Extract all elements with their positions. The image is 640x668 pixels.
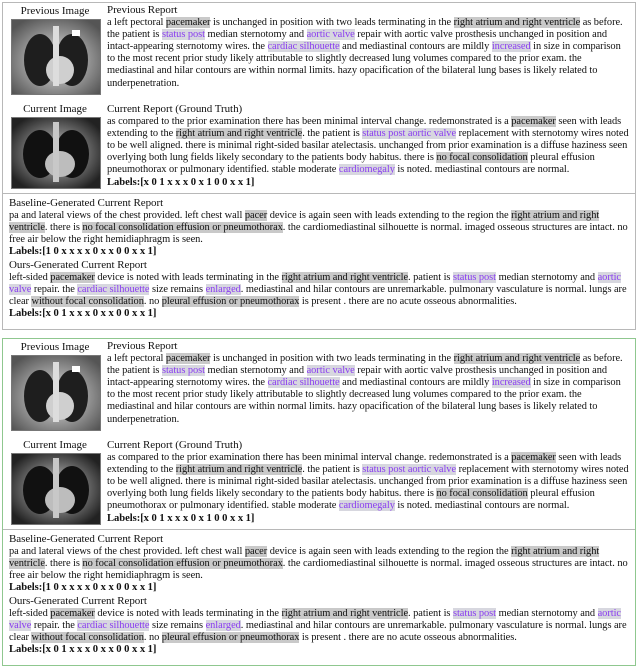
baseline-labels	[9, 582, 631, 594]
highlight-keyword: increased	[491, 376, 531, 388]
baseline-section	[9, 533, 631, 594]
labels-vector: [1 0 x x x x 0 x x 0 0 x x 1]	[42, 582, 157, 594]
report-text-segment: . mediastinal and hilar contours are unremarkable. pulmonary vasculature is normal. lungs are clear	[9, 619, 627, 643]
ours-report-text	[9, 608, 631, 645]
report-text-segment: as before. the patient is	[107, 16, 623, 40]
highlight-finding: pacemaker	[165, 352, 211, 364]
highlight-keyword: enlarged	[205, 619, 241, 631]
labels-vector: [x 0 1 x x x 0 x 1 0 0 x x 1]	[140, 176, 255, 188]
report-text-segment: . there is	[44, 221, 83, 233]
figure-panel-b	[2, 338, 636, 666]
report-text-segment: median sternotomy and	[205, 364, 307, 376]
previous-report-text	[107, 353, 631, 426]
labels-prefix: Labels:	[9, 644, 43, 656]
highlight-finding: right atrium and right ventricle	[9, 545, 600, 569]
report-text-segment: median sternotomy and	[496, 271, 598, 283]
figure-panel-a	[2, 2, 636, 330]
previous-report-section	[107, 4, 631, 90]
report-text-segment: size remains	[149, 283, 206, 295]
labels-vector: [x 0 1 x x x 0 x x 0 0 x x 1]	[42, 644, 157, 656]
previous-xray-image	[11, 19, 101, 95]
report-text-segment: in size in comparison to the most recent prior study likely attributable to slightly decreased lung volumes compared to the prior exam. the mediastinal and hilar contours are within normal limits. hazy opacification of the bilateral lung bases is likely related to underpenetration.	[107, 376, 621, 425]
highlight-finding: right atrium and right ventricle	[175, 127, 303, 139]
report-text-segment: repair with aortic valve prosthesis unchanged in position and intact-appearing sternotomy wires. the	[107, 364, 608, 388]
labels-prefix: Labels:	[9, 246, 43, 258]
ground-truth-title: Current Report (Ground Truth)	[107, 103, 243, 115]
baseline-title: Baseline-Generated Current Report	[9, 533, 164, 545]
report-text-segment: and mediastinal contours are mildly	[339, 40, 492, 52]
ground-truth-labels	[107, 513, 631, 525]
report-text-segment: . no	[143, 631, 162, 643]
previous-report-section	[107, 340, 631, 426]
highlight-finding: pacemaker	[165, 16, 211, 28]
report-text-segment: device is again seen with leads extending to the region the	[267, 545, 512, 557]
ground-truth-report-text	[107, 452, 631, 513]
ours-labels	[9, 644, 631, 656]
report-text-segment: . the patient is	[302, 463, 363, 475]
previous-report-title: Previous Report	[107, 340, 178, 352]
ours-section	[9, 595, 631, 656]
baseline-report-text	[9, 210, 631, 247]
highlight-finding: pleural effusion or pneumothorax	[161, 295, 300, 307]
ground-truth-section	[107, 103, 631, 189]
report-text-segment: is noted. mediastinal contours are normal.	[394, 164, 570, 176]
baseline-report-text	[9, 546, 631, 583]
report-text-segment: . the cardiomediastinal silhouette is normal. imaged osseous structures are intact. no free air below the right hemidiaphragm is seen.	[9, 221, 628, 245]
report-text-segment: is present . there are no acute osseous abnormalities.	[299, 295, 517, 307]
report-text-segment: replacement with sternotomy wires noted to be well aligned. there is minimal right-sided basilar atelectasis. unchanged from prior examination is a diffuse haziness seen overlying both lung fields likely secondary to the patients body habitus. there is	[107, 127, 629, 164]
current-xray-image	[11, 117, 101, 189]
report-text-segment: pleural effusion pneumothorax or pulmonary identified. stable moderate	[107, 488, 595, 512]
highlight-finding: pacer	[244, 545, 268, 557]
highlight-keyword: enlarged	[205, 283, 241, 295]
highlight-finding: right atrium and right ventricle	[9, 209, 600, 233]
report-text-segment: median sternotomy and	[496, 607, 598, 619]
labels-vector: [x 0 1 x x x 0 x x 0 0 x x 1]	[42, 308, 157, 320]
highlight-finding: no focal consolidation	[436, 152, 528, 164]
labels-vector: [1 0 x x x x 0 x x 0 0 x x 1]	[42, 246, 157, 258]
labels-prefix: Labels:	[107, 176, 141, 188]
highlight-finding: right atrium and right ventricle	[175, 463, 303, 475]
report-text-segment: device is noted with leads terminating in the	[94, 607, 282, 619]
report-text-segment: seen with leads extending to the	[107, 451, 622, 475]
highlight-keyword: status post	[452, 271, 497, 283]
report-text-segment: left-sided	[9, 271, 51, 283]
report-text-segment: device is noted with leads terminating in the	[94, 271, 282, 283]
ours-section	[9, 259, 631, 320]
report-text-segment: as compared to the prior examination there has been minimal interval change. redemonstrated is a	[107, 451, 512, 463]
highlight-keyword: increased	[491, 40, 531, 52]
highlight-keyword: aortic valve	[9, 271, 621, 295]
highlight-keyword: cardiac silhouette	[77, 283, 150, 295]
baseline-section	[9, 197, 631, 258]
highlight-keyword: cardiac silhouette	[267, 376, 340, 388]
report-text-segment: left-sided	[9, 607, 51, 619]
report-text-segment: seen with leads extending to the	[107, 115, 622, 139]
ground-truth-labels	[107, 177, 631, 189]
ground-truth-report-text	[107, 116, 631, 177]
highlight-keyword: aortic valve	[306, 364, 355, 376]
labels-prefix: Labels:	[107, 512, 141, 524]
report-text-segment: a left pectoral	[107, 16, 166, 28]
report-text-segment: . patient is	[408, 607, 453, 619]
highlight-finding: pleural effusion or pneumothorax	[161, 631, 300, 643]
report-text-segment: and mediastinal contours are mildly	[339, 376, 492, 388]
highlight-keyword: status post	[452, 607, 497, 619]
report-text-segment: repair with aortic valve prosthesis unchanged in position and intact-appearing sternotomy wires. the	[107, 28, 608, 52]
highlight-keyword: aortic valve	[306, 28, 355, 40]
labels-vector: [x 0 1 x x x 0 x 1 0 0 x x 1]	[140, 512, 255, 524]
report-text-segment: pleural effusion pneumothorax or pulmonary identified. stable moderate	[107, 152, 595, 176]
highlight-keyword: status post	[161, 364, 205, 376]
labels-prefix: Labels:	[9, 582, 43, 594]
divider	[3, 193, 635, 194]
highlight-finding: pacemaker	[50, 271, 95, 283]
highlight-keyword: aortic valve	[9, 607, 621, 631]
report-text-segment: as compared to the prior examination there has been minimal interval change. redemonstrated is a	[107, 115, 512, 127]
highlight-finding: right atrium and right ventricle	[281, 271, 409, 283]
report-text-segment: . there is	[44, 557, 83, 569]
highlight-finding: without focal consolidation	[31, 295, 144, 307]
current-xray-image	[11, 453, 101, 525]
ours-title: Ours-Generated Current Report	[9, 259, 147, 271]
current-image-caption: Current Image	[23, 103, 87, 115]
report-text-segment: as before. the patient is	[107, 352, 623, 376]
baseline-labels	[9, 246, 631, 258]
report-text-segment: pa and lateral views of the chest provided. left chest wall	[9, 545, 245, 557]
highlight-keyword: cardiomegaly	[338, 164, 395, 176]
labels-prefix: Labels:	[9, 308, 43, 320]
report-text-segment: in size in comparison to the most recent prior study likely attributable to slightly decreased lung volumes compared to the prior exam. the mediastinal and hilar contours are within normal limits. hazy opacification of the bilateral lung bases is likely related to underpenetration.	[107, 40, 621, 89]
report-text-segment: . the patient is	[302, 127, 363, 139]
report-text-segment: median sternotomy and	[205, 28, 307, 40]
highlight-keyword: status post	[161, 28, 205, 40]
ours-title: Ours-Generated Current Report	[9, 595, 147, 607]
report-text-segment: . mediastinal and hilar contours are unremarkable. pulmonary vasculature is normal. lungs are clear	[9, 283, 627, 307]
report-text-segment: replacement with sternotomy wires noted to be well aligned. there is minimal right-sided basilar atelectasis. unchanged from prior examination is a diffuse haziness seen overlying both lung fields likely secondary to the patients body habitus. there is	[107, 463, 629, 500]
report-text-segment: a left pectoral	[107, 352, 166, 364]
baseline-title: Baseline-Generated Current Report	[9, 197, 164, 209]
highlight-keyword: cardiac silhouette	[77, 619, 150, 631]
report-text-segment: is noted. mediastinal contours are normal.	[394, 500, 570, 512]
highlight-finding: right atrium and right ventricle	[453, 16, 581, 28]
highlight-finding: no focal consolidation effusion or pneumothorax	[82, 221, 283, 233]
report-text-segment: . patient is	[408, 271, 453, 283]
highlight-keyword: cardiac silhouette	[267, 40, 340, 52]
previous-report-text	[107, 17, 631, 90]
highlight-keyword: cardiomegaly	[338, 500, 395, 512]
previous-image-caption: Previous Image	[20, 341, 90, 353]
ours-report-text	[9, 272, 631, 309]
report-text-segment: repair. the	[31, 619, 78, 631]
ground-truth-title: Current Report (Ground Truth)	[107, 439, 243, 451]
report-text-segment: is unchanged in position with two leads terminating in the	[210, 16, 454, 28]
highlight-keyword: status post aortic valve	[362, 127, 457, 139]
previous-report-title: Previous Report	[107, 4, 178, 16]
ground-truth-section	[107, 439, 631, 525]
previous-xray-image	[11, 355, 101, 431]
report-text-segment: pa and lateral views of the chest provided. left chest wall	[9, 209, 245, 221]
report-text-segment: repair. the	[31, 283, 78, 295]
highlight-finding: right atrium and right ventricle	[453, 352, 581, 364]
highlight-finding: pacemaker	[50, 607, 95, 619]
report-text-segment: device is again seen with leads extending to the region the	[267, 209, 512, 221]
highlight-finding: without focal consolidation	[31, 631, 144, 643]
highlight-finding: no focal consolidation effusion or pneumothorax	[82, 557, 283, 569]
report-text-segment: is present . there are no acute osseous abnormalities.	[299, 631, 517, 643]
highlight-finding: no focal consolidation	[436, 488, 528, 500]
current-image-caption: Current Image	[23, 439, 87, 451]
highlight-finding: pacemaker	[511, 451, 556, 463]
highlight-finding: right atrium and right ventricle	[281, 607, 409, 619]
ours-labels	[9, 308, 631, 320]
report-text-segment: size remains	[149, 619, 206, 631]
report-text-segment: . no	[143, 295, 162, 307]
highlight-finding: pacer	[244, 209, 268, 221]
report-text-segment: . the cardiomediastinal silhouette is normal. imaged osseous structures are intact. no free air below the right hemidiaphragm is seen.	[9, 557, 628, 581]
report-text-segment: is unchanged in position with two leads terminating in the	[210, 352, 454, 364]
highlight-keyword: status post aortic valve	[362, 463, 457, 475]
highlight-finding: pacemaker	[511, 115, 556, 127]
divider	[3, 529, 635, 530]
previous-image-caption: Previous Image	[20, 5, 90, 17]
